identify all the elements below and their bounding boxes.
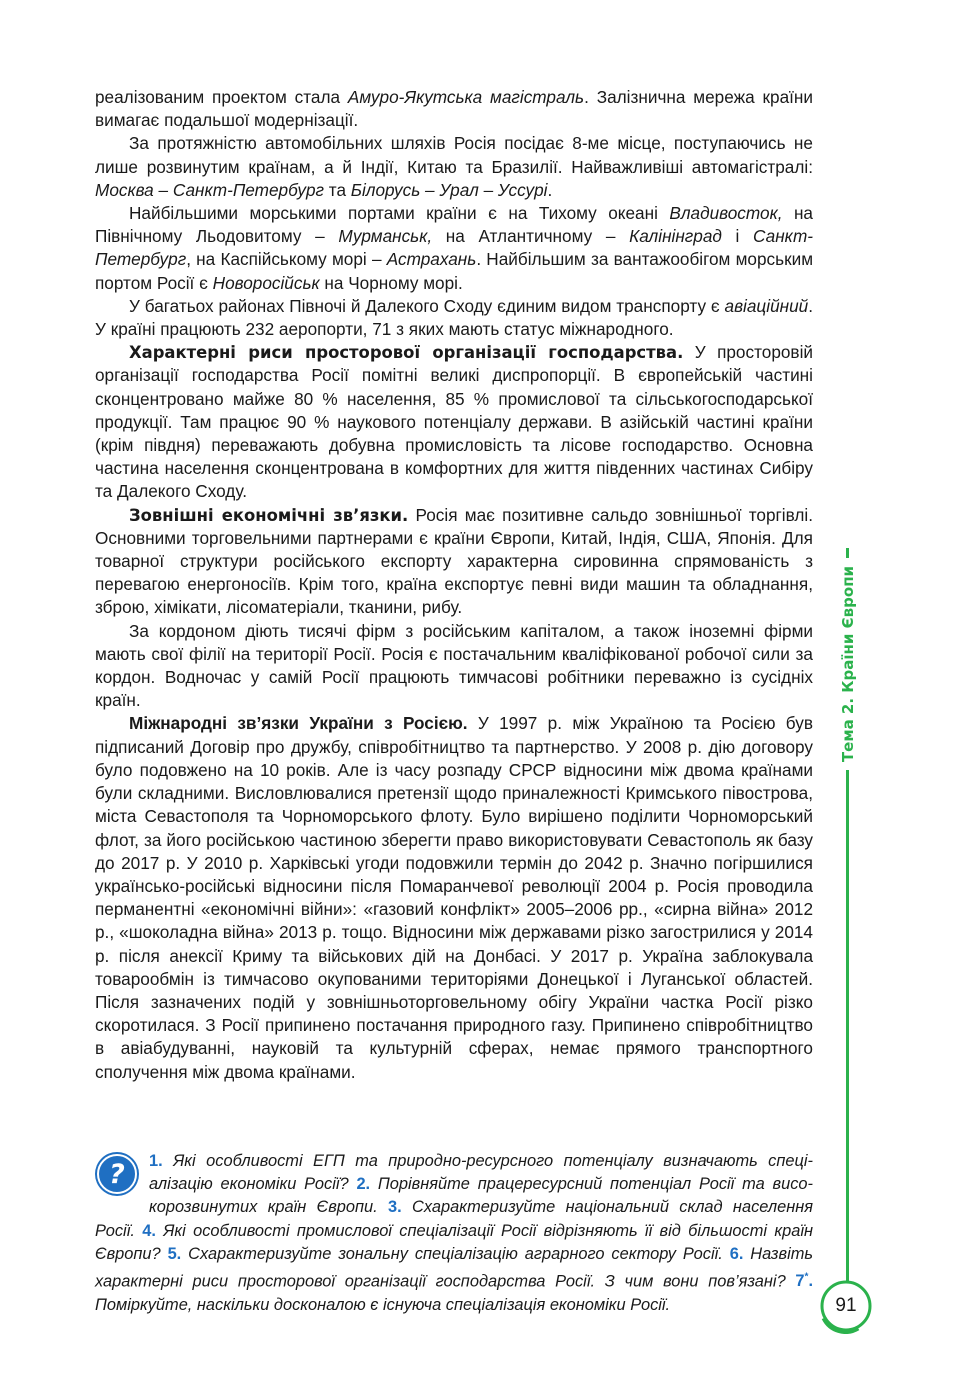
text-run: За кордоном діють тисячі фірм з російським капіталом, а також іноземні фірми мають свої філії на території Росії. Росія є постачальним кваліфікованої робочої сили за кордон. Водночас у самій Росії працюють тимчасові робітники переважно із сусідніх країн. — [95, 620, 813, 711]
questions-text — [95, 1150, 813, 1317]
question-number: 4. — [142, 1221, 156, 1240]
question-number: 5. — [167, 1244, 182, 1263]
text-run: Найбільшими морськими портами країни є на Тихому океані — [129, 203, 670, 224]
text-run: та — [324, 179, 351, 200]
question-number: 7*. — [795, 1272, 813, 1291]
paragraph — [95, 202, 813, 295]
question-text: Назвіть характерні риси просторової організації господарства Росії. З чим вони пов’язані? — [95, 1244, 813, 1291]
question-number: 1. — [149, 1152, 163, 1170]
emphasis: Характерні риси просторової організації господарства. — [129, 343, 684, 363]
text-run: , на Каспійському морі – — [186, 249, 387, 270]
question-text: Порівняйте працересурсний потенціал Росії та високорозвинутих країн Європи. — [149, 1175, 813, 1217]
text-run: У 1997 р. між Україною та Росією був підписаний Договір про дружбу, співробітництво та партнерство. У 2008 р. дію договору було подовжено на 10 років. Але із часу розпаду СРСР відносини між двома країнами були складними. Висловлювалися претензії щодо приналежності Кримського півострова, міста Севастополя та Чорноморського флоту. Було вирішено поділити Чорноморський флот, за його російською частиною зберегти право використовувати Севастополь як базу до 2017 р. У 2010 р. Харківські угоди подовжили термін до 2042 р. Значно погіршилися українсько-російські відносини після Помаранчевої революції 2004 р. Росія проводила перманентні «економічні війни»: «газовий конфлікт» 2005–2006 рр., «сирна війна» 2012 р., «шоколадна війна» 2013 р. тощо. Відносини між державами різко загострилися у 2014 р. після анексії Криму та військових дій на Донбасі. У 2017 р. Україна заблокувала товарообмін із тимчасово окупованими територіями Донецької і Луганської областей. Після зазначених подій у зовнішньоторговельному обігу України частка Росії різко скоротилася. З Росії припинено постачання природного газу. Припинено співробітництво в авіабудуванні, науковій та культурній сферах, немає прямого транспортного сполучення між двома країнами. — [95, 713, 813, 1082]
emphasis: Новоросійськ — [212, 272, 320, 293]
emphasis: Мурманськ, — [338, 226, 433, 247]
question-text: Які особливості ЕГП та природно-ресурсного потенціалу визначають спеціалізацію економіки Росії? — [149, 1152, 813, 1194]
emphasis: Калінінград — [629, 226, 722, 247]
text-run: на Північному Льодовитому – — [95, 203, 813, 247]
text-run: реалізованим проектом стала — [95, 87, 348, 107]
page-number: 91 — [835, 1295, 857, 1316]
questions-block — [95, 1150, 813, 1317]
question-number: 2. — [356, 1175, 371, 1194]
body-text — [95, 86, 813, 1084]
text-run: . У країні працюють 232 аеропорти, 71 з яких мають статус міжнародного. — [95, 295, 813, 340]
paragraph — [95, 712, 813, 1083]
emphasis: Міжнародні зв’язки України з Росією. — [129, 713, 468, 734]
text-run: . — [547, 179, 553, 200]
emphasis: Зовнішні економічні зв’язки. — [129, 505, 409, 525]
paragraph — [95, 341, 813, 503]
emphasis: Амуро-Якутська магістраль — [347, 87, 585, 107]
text-run: і — [721, 226, 754, 247]
paragraph — [95, 132, 813, 202]
question-text: Схарактеризуйте національний склад населення Росії. — [95, 1198, 813, 1240]
question-text: Які особливості промислової спеціалізації Росії відрізняють її від більшості країн Європи? — [95, 1221, 813, 1263]
side-rule-bottom — [846, 770, 849, 1282]
text-run: Росія має позитивне сальдо зовнішньої торгівлі. Основними торговельними партнерами є країни Європи, Китай, Індія, США, Японія. Для товарної структури російського експорту характерна сировинна спрямованість з перевагою енергоносіїв. Крім того, країна експортує певні види машин та обладнання, зброю, хімікати, лісоматеріали, тканини, рибу. — [95, 504, 813, 618]
text-run: За протяжністю автомобільних шляхів Росія посідає 8-ме місце, поступаючись не лише розвинутим країнам, а й Індії, Китаю та Бразилії. Найважливіші автомагістралі: — [95, 133, 813, 177]
paragraph — [95, 295, 813, 341]
emphasis: Білорусь – Урал – Уссурі — [350, 179, 548, 200]
question-mark-icon — [93, 1150, 141, 1198]
paragraph — [95, 620, 813, 713]
text-run: У багатьох районах Півночі й Далекого Сходу єдиним видом транспорту є — [129, 295, 725, 316]
question-text: Схарактеризуйте зональну спеціалізацію аграрного сектору Росії. — [181, 1244, 730, 1263]
asterisk: * — [804, 1272, 809, 1284]
paragraph — [95, 504, 813, 620]
section-label: Тема 2. Країни Європи — [839, 565, 857, 763]
emphasis: Владивосток, — [669, 203, 783, 224]
text-run: . Залізнична мережа країни вимагає подальшої модернізації. — [95, 87, 814, 131]
paragraph — [95, 86, 813, 132]
emphasis: Санкт-Петербург — [95, 226, 814, 270]
emphasis: авіаційний — [724, 295, 809, 316]
text-run: на Атлантичному – — [432, 226, 630, 247]
emphasis: Москва – Санкт-Петербург — [95, 179, 324, 200]
text-run: . Найбільшим за вантажообігом морським портом Росії є — [95, 249, 814, 293]
question-number: 3. — [388, 1198, 402, 1217]
question-number: 6. — [729, 1244, 744, 1263]
text-run: У просторовій організації господарства Росії помітні великі диспропорції. В європейській частині сконцентровано майже 80 % населення, 85 % промислової та сільськогосподарської продукції. Там працює 90 % наукового потенціалу держави. В азійській частині країни (крім півдня) переважають добувна промисловість та лісове господарство. Основна частина населення сконцентрована в комфортних для життя південних частинах Сибіру та Далекого Сходу. — [95, 342, 813, 502]
emphasis: Астрахань — [386, 249, 477, 270]
svg-text:?: ? — [109, 1159, 125, 1190]
text-run: на Чорному морі. — [319, 272, 463, 293]
side-rule-top — [846, 548, 849, 558]
question-text: Поміркуйте, наскільки досконалою є існуюча спеціалізація економіки Росії. — [95, 1295, 671, 1314]
